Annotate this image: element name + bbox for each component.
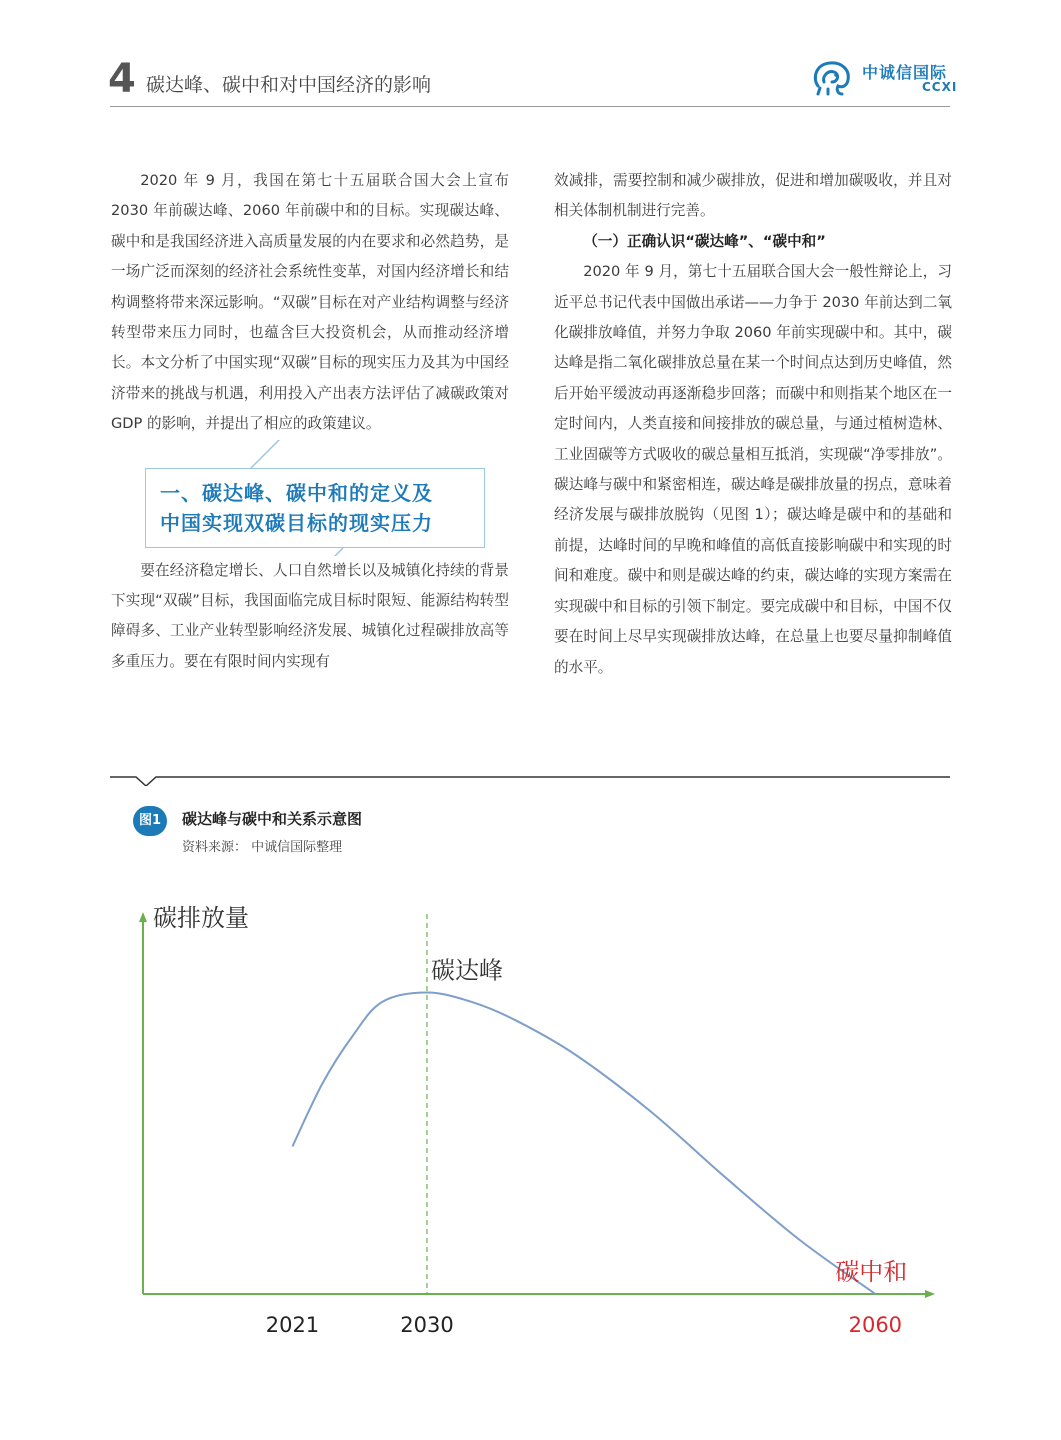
- neutrality-annotation: 碳中和: [835, 1258, 908, 1286]
- x-axis-arrow: [925, 1290, 935, 1298]
- header-divider: [110, 106, 950, 107]
- subheading: （一）正确认识“碳达峰”、“碳中和”: [583, 232, 826, 250]
- figure-source: 资料来源： 中诚信国际整理: [182, 840, 343, 855]
- logo-cn-text: 中诚信国际: [862, 63, 948, 82]
- section-heading-frame: [145, 468, 485, 548]
- page-number: 4: [108, 56, 136, 102]
- ccxi-logo: [810, 56, 958, 100]
- figure-divider: [110, 770, 950, 786]
- logo-en-text: CCXI: [922, 80, 958, 94]
- right-column: [554, 166, 952, 683]
- running-title: 碳达峰、碳中和对中国经济的影响: [146, 74, 432, 96]
- x-tick-label: 2060: [848, 1313, 903, 1337]
- section-heading-line-2: 中国实现双碳目标的现实压力: [160, 510, 433, 535]
- left-column: [111, 166, 509, 677]
- section-heading-box: [111, 440, 509, 556]
- definition-paragraph: 2020 年 9 月，第七十五届联合国大会一般性辩论上，习近平总书记代表中国做出承诺——力争于 2030 年前达到二氧化碳排放峰值，并努力争取 2060 年前实现碳中和。其中，碳达峰是指二氧化碳排放总量在某一个时间点达到历史峰值，然后开始平缓波动再逐渐稳步回落；而碳中和则指某个地区在一定时间内，人类直接和间接排放的碳总量，与通过植树造林、工业固碳等方式吸收的碳总量相互抵消，实现碳“净零排放”。碳达峰与碳中和紧密相连，碳达峰是碳排放量的拐点，意味着经济发展与碳排放脱钩（见图 1）；碳达峰是碳中和的基础和前提，达峰时间的早晚和峰值的高低直接影响碳中和实现的时间和难度。碳中和则是碳达峰的约束，碳达峰的实现方案需在实现碳中和目标的引领下制定。要完成碳中和目标，中国不仅要在时间上尽早实现碳排放达峰，在总量上也要尽量抑制峰值的水平。: [554, 263, 952, 676]
- emission-chart-svg: [0, 880, 1061, 1360]
- elephant-logo-icon: [810, 56, 860, 100]
- x-tick-label: 2030: [400, 1313, 454, 1337]
- figure-title: 碳达峰与碳中和关系示意图: [182, 810, 363, 828]
- emission-curve: [292, 993, 875, 1294]
- continued-paragraph: 效减排，需要控制和减少碳排放，促进和增加碳吸收，并且对相关体制机制进行完善。: [554, 172, 952, 220]
- y-axis-arrow: [139, 912, 147, 922]
- emission-chart: [0, 880, 1061, 1360]
- x-tick-label: 2021: [265, 1313, 320, 1337]
- page-header: [0, 0, 1061, 110]
- section-heading-line-1: 一、碳达峰、碳中和的定义及: [160, 480, 433, 505]
- intro-paragraph: 2020 年 9 月，我国在第七十五届联合国大会上宣布 2030 年前碳达峰、2060 年前碳中和的目标。实现碳达峰、碳中和是我国经济进入高质量发展的内在要求和必然趋势，是一场广泛而深刻的经济社会系统性变革，对国内经济增长和结构调整将带来深远影响。“双碳”目标在对产业结构调整与经济转型带来压力同时，也蕴含巨大投资机会，从而推动经济增长。本文分析了中国实现“双碳”目标的现实压力及其为中国经济带来的挑战与机遇，利用投入产出表方法评估了减碳政策对 GDP 的影响，并提出了相应的政策建议。: [111, 172, 509, 433]
- peak-annotation: 碳达峰: [430, 956, 503, 985]
- y-axis-label: 碳排放量: [153, 904, 249, 932]
- section-body-paragraph: 要在经济稳定增长、人口自然增长以及城镇化持续的背景下实现“双碳”目标，我国面临完成目标时限短、能源结构转型障碍多、工业产业转型影响经济发展、城镇化过程碳排放高等多重压力。要在有限时间内实现有: [111, 561, 509, 670]
- figure-badge: 图1: [133, 806, 167, 836]
